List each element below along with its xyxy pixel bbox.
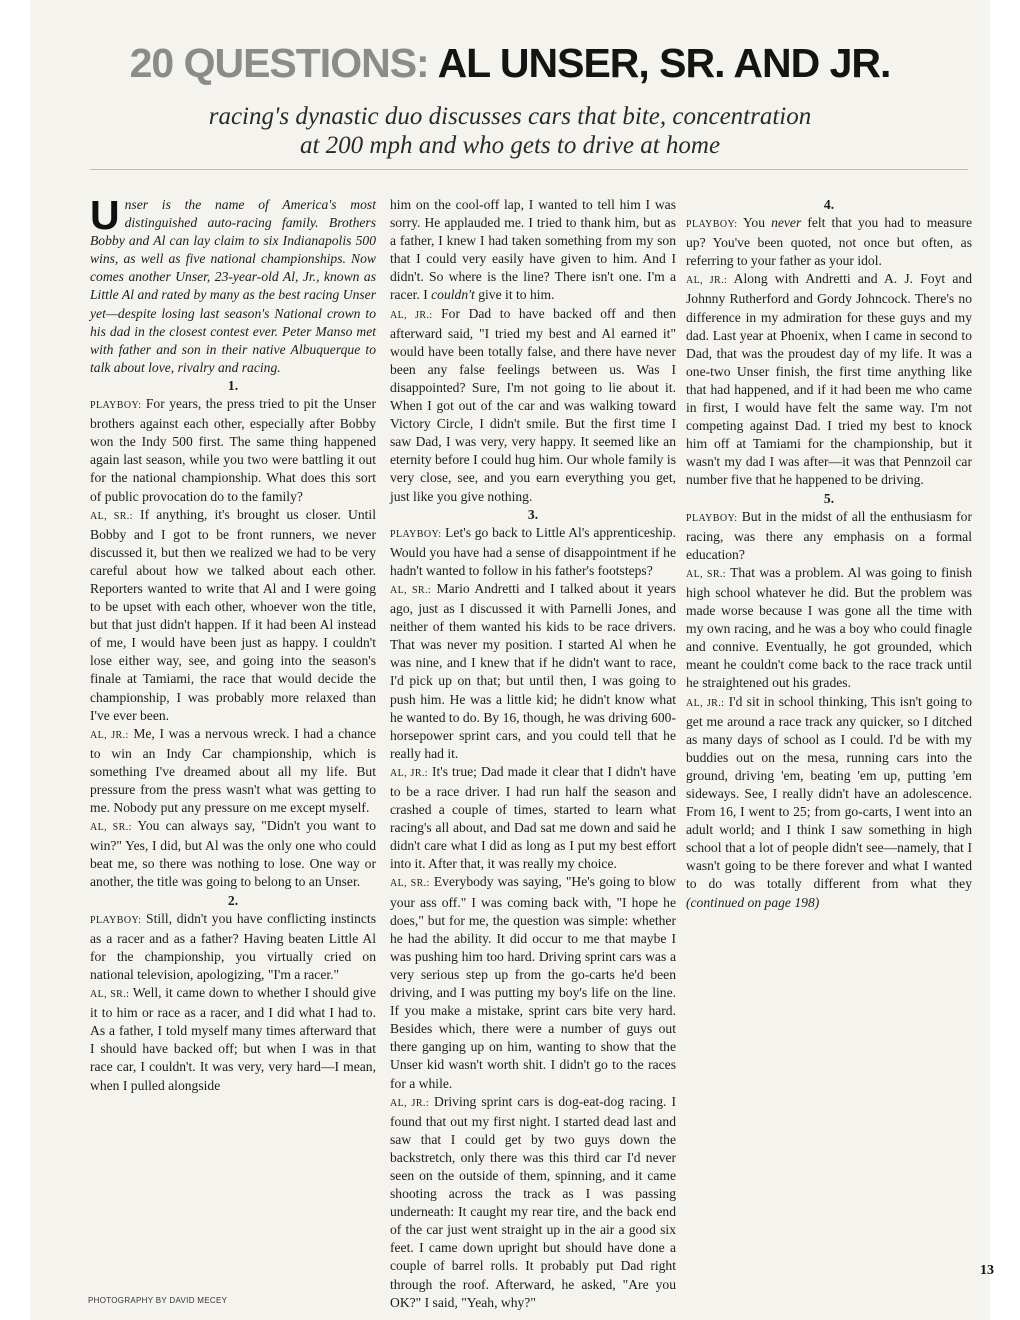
subtitle-line-1: racing's dynastic duo discusses cars that bite, concentration	[208, 103, 812, 130]
q3-jr-1	[390, 763, 676, 874]
q5-sr	[686, 564, 972, 693]
q2-sr-part-2	[390, 196, 676, 305]
q2-playboy-text: Still, didn't you have conflicting instincts as a racer and as a father? Having beaten Little Al for the championship, you virtually cried on national television, apologizing, "I'm a racer."	[90, 910, 376, 982]
q1-sr-2	[90, 817, 376, 891]
q5-sr-text: That was a problem. Al was going to finish high school whatever he did. But the problem was made worse because I was gone all the time with my own racing, and he was a boy who could finagle and connive. Eventually, he got grounded, which meant he couldn't come back to the race track until he straightened out his grades.	[686, 564, 972, 691]
q3-playboy	[390, 524, 676, 580]
q1-sr-text-1: If anything, it's brought us closer. Until Bobby and I got to be front runners, we never discussed it, but then we realized we had to be very careful about how we talked about each other. Reporters wanted to write that Al and I were going to be upset with each other, whoever won the title, but that just didn't happen. If it had been Al instead of me, I would have been just as happy. I couldn't lose either way, see, and going into the season's finale at Tamiami, the race that would decide the championship, I was probably more relaxed than I've ever been.	[90, 506, 376, 723]
speaker-jr: AL, JR.:	[390, 767, 428, 779]
q1-jr-text: Me, I was a nervous wreck. I had a chance to win an Indy Car championship, which is something I've dreamed about all my life. But pressure from the press wasn't what was getting to me. Nobody put any pressure on me except myself.	[90, 725, 377, 816]
column-3	[686, 196, 972, 912]
subtitle-line-2: at 200 mph and who gets to drive at home	[299, 132, 721, 159]
article-title	[30, 40, 990, 87]
q5-jr	[686, 693, 972, 912]
q5-playboy-text: But in the midst of all the enthusiasm for racing, was there any emphasis on a formal education?	[686, 508, 972, 562]
q3-jr-2	[390, 1093, 676, 1312]
speaker-sr: AL, SR.:	[90, 822, 132, 834]
question-number-4: 4.	[823, 197, 835, 212]
speaker-playboy: PLAYBOY:	[390, 528, 442, 540]
q3-jr-text-2: Driving sprint cars is dog-eat-dog racing. I found that out my first night. I started dead last and saw that I could get by two guys down the backstretch, only there was this third car I'd never seen on the outside of them, spinning, and it came shooting across the track as I was passing underneath: It caught my rear tire, and the back end of the car just went straight up in the air a good six feet. I came down upright but should have done a couple of barrel rolls. It probably put Dad right through the roof. Afterward, he asked, "Are you OK?" I said, "Yeah, why?"	[390, 1093, 676, 1310]
intro-paragraph	[90, 192, 376, 377]
speaker-jr: AL, JR.:	[390, 309, 433, 321]
q4-jr-text: Along with Andretti and A. J. Foyt and Johnny Rutherford and Gordy Johncock. There's no difference in my admiration for these guys and my dad. Last year at Phoenix, when I came in second to Dad, that was the proudest day of my life. It was a one-two Unser finish, the first time anything like that had happened, and if it had been me who came in first, I would have felt the same way. I'm not competing against Dad. I tried my best to knock him off at Tamiami for the championship, but it wasn't my dad I was after—it was that Pennzoil car number five that he happened to be driving.	[686, 271, 972, 488]
header-rule	[90, 169, 968, 170]
column-1	[90, 192, 377, 1095]
photo-credit: PHOTOGRAPHY BY DAVID MECEY	[88, 1296, 228, 1305]
speaker-playboy: PLAYBOY:	[90, 400, 142, 412]
question-number-2: 2.	[227, 892, 239, 908]
magazine-page	[30, 0, 994, 1320]
q2-sr-text-b: him on the cool-off lap, I wanted to tell him I was sorry. He applauded me. I tried to thank him, but as a father, I knew I had taken something from my son that I could very easily have given to him. And I didn't. So where is the line? There isn't one. I'm a racer. I	[390, 197, 676, 303]
q2-sr-emphasis: couldn't	[431, 287, 475, 303]
drop-cap: U	[90, 192, 120, 238]
q1-playboy-text: For years, the press tried to pit the Unser brothers against each other, especially after Bobby won the Indy 500 first. The same thing happened again last season, while you two were battling it out for the national championship. What does this sort of public provocation do to the family?	[90, 396, 376, 504]
q1-playboy	[90, 395, 376, 506]
speaker-playboy: PLAYBOY:	[90, 914, 142, 926]
q3-playboy-text: Let's go back to Little Al's apprenticeship. Would you have had a sense of disappointment if he hadn't wanted to follow in his father's footsteps?	[390, 524, 676, 578]
question-number-3: 3.	[527, 506, 539, 522]
q2-jr	[390, 305, 676, 506]
q3-sr-text-1: Mario Andretti and I talked about it years ago, just as I discussed it with Parnelli Jones, and neither of them wanted his kids to be race drivers. That was never my position. I started Al when he was nine, and I knew that if he didn't want to race, I'd pick up on that; but until then, I was going to push him. He was a little kid; he didn't know what he wanted to do. By 16, though, he was driving 600-horsepower sprint cars, and you could tell that he really had it.	[390, 580, 676, 761]
title-subject: AL UNSER, SR. AND JR.	[437, 40, 891, 86]
continued-note: (continued on page 198)	[686, 894, 820, 910]
q4-playboy-text-b: felt that you had to measure up? You've been quoted, not once but often, as referring to your father as your idol.	[686, 215, 972, 269]
q4-playboy	[686, 214, 972, 270]
q1-jr	[90, 725, 376, 817]
q4-jr	[686, 270, 972, 489]
q3-sr-1	[390, 580, 676, 763]
q5-jr-text: I'd sit in school thinking, This isn't going to get me around a race track any quicker, so I ditched as many days of school as I could. I'd be with my buddies out on the mesa, running cars into the ground, driving 'em, beating 'em up, putting 'em sideways. See, I really didn't have an adolescence. From 16, I went to 25; from go-carts, I went into an adult world; and I think I saw something in high school that a lot of people didn't see—namely, that I wasn't going to be there forever and what I wanted to do was totally different from what they	[686, 693, 972, 892]
q2-sr-text-a: Well, it came down to whether I should give it to him or race as a racer, and I did what I had to. As a father, I told myself many times afterward that I should have backed off; but when I was in that race car, I couldn't. It was very, very hard—I mean, when I pulled alongside	[90, 985, 377, 1093]
q4-playboy-text-a: You	[742, 215, 765, 231]
column-2	[390, 196, 676, 1312]
page-number: 13	[980, 1263, 994, 1278]
speaker-sr: AL, SR.:	[90, 989, 130, 1001]
speaker-playboy: PLAYBOY:	[686, 512, 738, 524]
q2-playboy	[90, 910, 376, 984]
speaker-jr: AL, JR.:	[390, 1097, 430, 1109]
speaker-jr: AL, JR.:	[686, 697, 725, 709]
q5-playboy	[686, 508, 972, 564]
speaker-sr: AL, SR.:	[390, 878, 430, 890]
speaker-sr: AL, SR.:	[686, 568, 726, 580]
intro-text: nser is the name of America's most distinguished auto-racing family. Brothers Bobby and Al can lay claim to six Indianapolis 500 wins, as well as five national championships. Now comes another Unser, 23-year-old Al, Jr., known as Little Al and rated by many as the best racing Unser yet—despite losing last season's National crown to his dad in the closest contest ever. Peter Manso met with father and son in their native Albuquerque to talk about love, rivalry and racing.	[90, 197, 376, 375]
q2-sr-part-1	[90, 984, 376, 1095]
question-number-5: 5.	[823, 490, 835, 506]
q3-jr-text-1: It's true; Dad made it clear that I didn't have to be a race driver. I had run half the season and crashed a couple of times, started to learn what racing's all about, and Dad sat me down and said he didn't care what I did as long as I put my best effort into it. After that, it was really my choice.	[390, 763, 676, 872]
q1-sr-text-2: You can always say, "Didn't you want to win?" Yes, I did, but Al was the only one who could beat me, so there was nothing to lose. One way or another, the title was going to belong to an Unser.	[90, 818, 376, 890]
q3-sr-2	[390, 873, 676, 1092]
speaker-sr: AL, SR.:	[390, 584, 432, 596]
speaker-jr: AL, JR.:	[686, 275, 728, 287]
speaker-sr: AL, SR.:	[90, 510, 133, 522]
q2-sr-text-c: give it to him.	[478, 287, 555, 303]
q3-sr-text-2: Everybody was saying, "He's going to blow your ass off." I was coming back with, "I hope he does," but for me, the question was simple: whether he had the ability. It did occur to me that maybe I was pushing him too hard. Driving sprint cars was a very serious step up from the go-carts he'd been driving, and I was putting my boy's life on the line. If you make a mistake, sprint cars bite very hard. Besides which, there were a number of guys out there ganging up on him, wanting to show that the Unser kid wasn't worth shit. I didn't go to the races for a while.	[390, 874, 676, 1091]
title-series: 20 QUESTIONS:	[129, 40, 429, 86]
article-subtitle	[30, 102, 990, 160]
q2-jr-text: For Dad to have backed off and then afterward said, "I tried my best and Al earned it" would have been totally false, and there have never been any false feelings between us. Was I disappointed? Sure, I'm not going to lie about it. When I got out of the car and was walking toward Victory Circle, I didn't smile. But the first time I saw Dad, I was very, very happy. It seemed like an eternity before I could hug him. Our whole family is very close, see, and you earn everything you get, just like you give nothing.	[390, 305, 676, 504]
speaker-jr: AL, JR.:	[90, 729, 129, 741]
question-number-1: 1.	[227, 377, 239, 393]
q1-sr-1	[90, 506, 376, 725]
speaker-playboy: PLAYBOY:	[686, 219, 738, 231]
q4-playboy-emphasis: never	[771, 215, 802, 231]
